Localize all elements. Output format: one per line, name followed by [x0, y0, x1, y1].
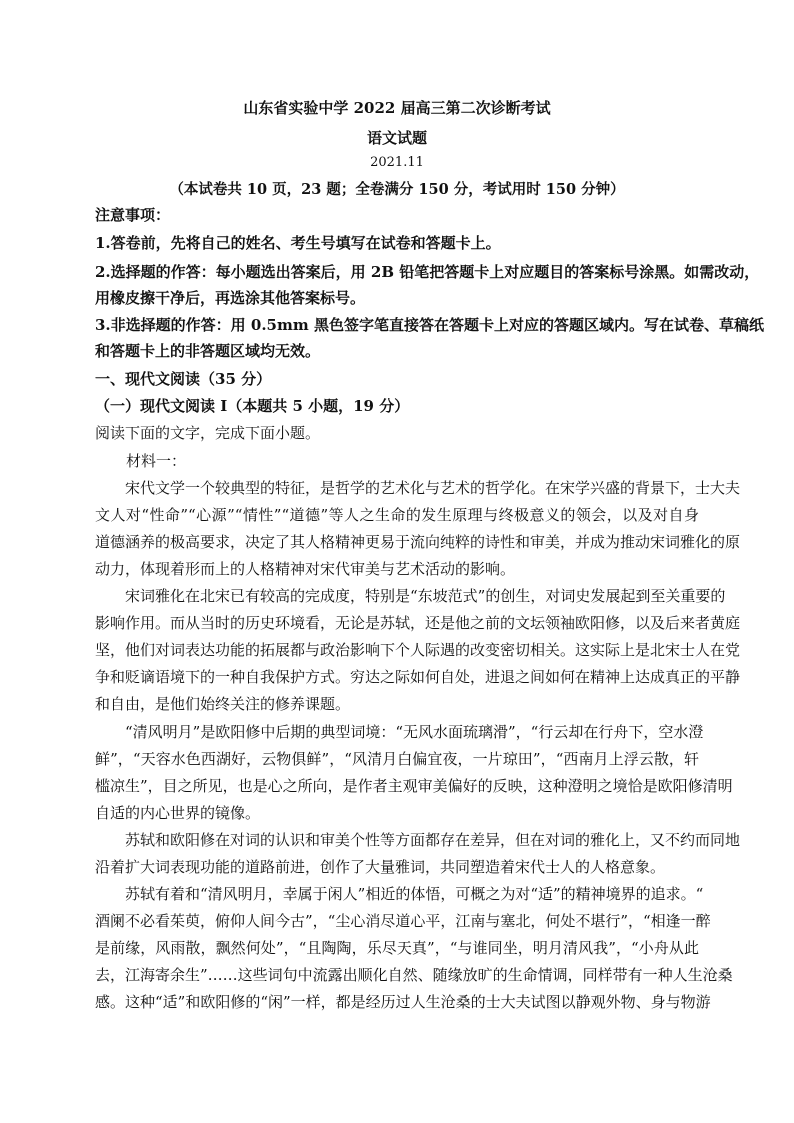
note-item-1: 1.答卷前，先将自己的姓名、考生号填写在试卷和答题卡上。 [95, 234, 501, 252]
passage-line: 动力，体现着形而上的人格精神对宋代审美与艺术活动的影响。 [95, 560, 516, 578]
note-item-3-line-1: 3.非选择题的作答：用 0.5mm 黑色签字笔直接答在答题卡上对应的答题区域内。写在试卷、草稿纸 [95, 316, 764, 334]
passage-line: “清风明月”是欧阳修中后期的典型词境：“无风水面琉璃滑”，“行云却在行舟下，空水澄 [95, 723, 704, 741]
material-label: 材料一： [126, 452, 187, 470]
exam-title: 山东省实验中学 2022 届高三第二次诊断考试 [243, 99, 551, 117]
note-item-2-line-2: 用橡皮擦干净后，再选涂其他答案标号。 [95, 289, 366, 307]
passage-line: 苏轼和欧阳修在对词的认识和审美个性等方面都存在差异，但在对词的雅化上，又不约而同地 [95, 831, 741, 849]
passage-line: 槛凉生”，目之所见，也是心之所向，是作者主观审美偏好的反映，这种澄明之境恰是欧阳修清明 [95, 777, 733, 795]
passage-line: 文人对“性命”“心源”“情性”“道德”等人之生命的发生原理与终极意义的领会，以及对自身 [95, 506, 699, 524]
passage-line: 争和贬谪语境下的一种自我保护方式。穷达之际如何自处，进退之间如何在精神上达成真正的平静 [95, 668, 741, 686]
passage-line: 苏轼有着和“清风明月，幸属于闲人”相近的体悟，可概之为对“适”的精神境界的追求。“ [95, 885, 704, 903]
passage-line: 自适的内心世界的镜像。 [95, 804, 261, 822]
passage-line: 道德涵养的极高要求，决定了其人格精神更易于流向纯粹的诗性和审美，并成为推动宋词雅化的原 [95, 533, 741, 551]
passage-line: 宋词雅化在北宋已有较高的完成度，特别是“东坡范式”的创生，对词史发展起到至关重要的 [95, 587, 726, 605]
passage-line: 感。这种“适”和欧阳修的“闲”一样，都是经历过人生沧桑的士大夫试图以静观外物、身与物游 [95, 993, 711, 1011]
instruction: 阅读下面的文字，完成下面小题。 [95, 424, 321, 442]
passage-line: 去，江海寄余生”……这些词句中流露出顺化自然、随缘放旷的生命情调，同样带有一种人生沧桑 [95, 966, 733, 984]
subject-title: 语文试题 [366, 129, 427, 147]
passage-line: 酒阑不必看茱萸，俯仰人间今古”，“尘心消尽道心平，江南与塞北，何处不堪行”，“相逢一醉 [95, 912, 711, 930]
notes-heading: 注意事项： [95, 206, 171, 224]
exam-info: （本试卷共 10 页，23 题；全卷满分 150 分，考试用时 150 分钟） [169, 181, 625, 198]
exam-date: 2021.11 [370, 155, 424, 170]
passage-line: 宋代文学一个较典型的特征，是哲学的艺术化与艺术的哲学化。在宋学兴盛的背景下，士大夫 [95, 479, 741, 497]
passage-line: 是前缘，风雨散，飘然何处”，“且陶陶，乐尽天真”，“与谁同坐，明月清风我”，“小舟从此 [95, 939, 699, 957]
passage-line: 影响作用。而从当时的历史环境看，无论是苏轼，还是他之前的文坛领袖欧阳修，以及后来者黄庭 [95, 614, 741, 632]
passage-line: 坚，他们对词表达功能的拓展都与政治影响下个人际遇的改变密切相关。这实际上是北宋士人在党 [95, 641, 741, 659]
part-heading: 一、现代文阅读（35 分） [95, 370, 272, 388]
passage-line: 和自由，是他们始终关注的修养课题。 [95, 695, 351, 713]
passage-line: 鲜”，“天容水色西湖好，云物俱鲜”，“风清月白偏宜夜，一片琼田”，“西南月上浮云散，轩 [95, 750, 699, 768]
sub-heading: （一）现代文阅读 I（本题共 5 小题，19 分） [95, 397, 410, 415]
note-item-3-line-2: 和答题卡上的非答题区域均无效。 [95, 342, 321, 360]
passage-line: 沿着扩大词表现功能的道路前进，创作了大量雅词，共同塑造着宋代士人的人格意象。 [95, 858, 666, 876]
note-item-2-line-1: 2.选择题的作答：每小题选出答案后，用 2B 铅笔把答题卡上对应题目的答案标号涂黑。如需改动， [95, 263, 760, 281]
